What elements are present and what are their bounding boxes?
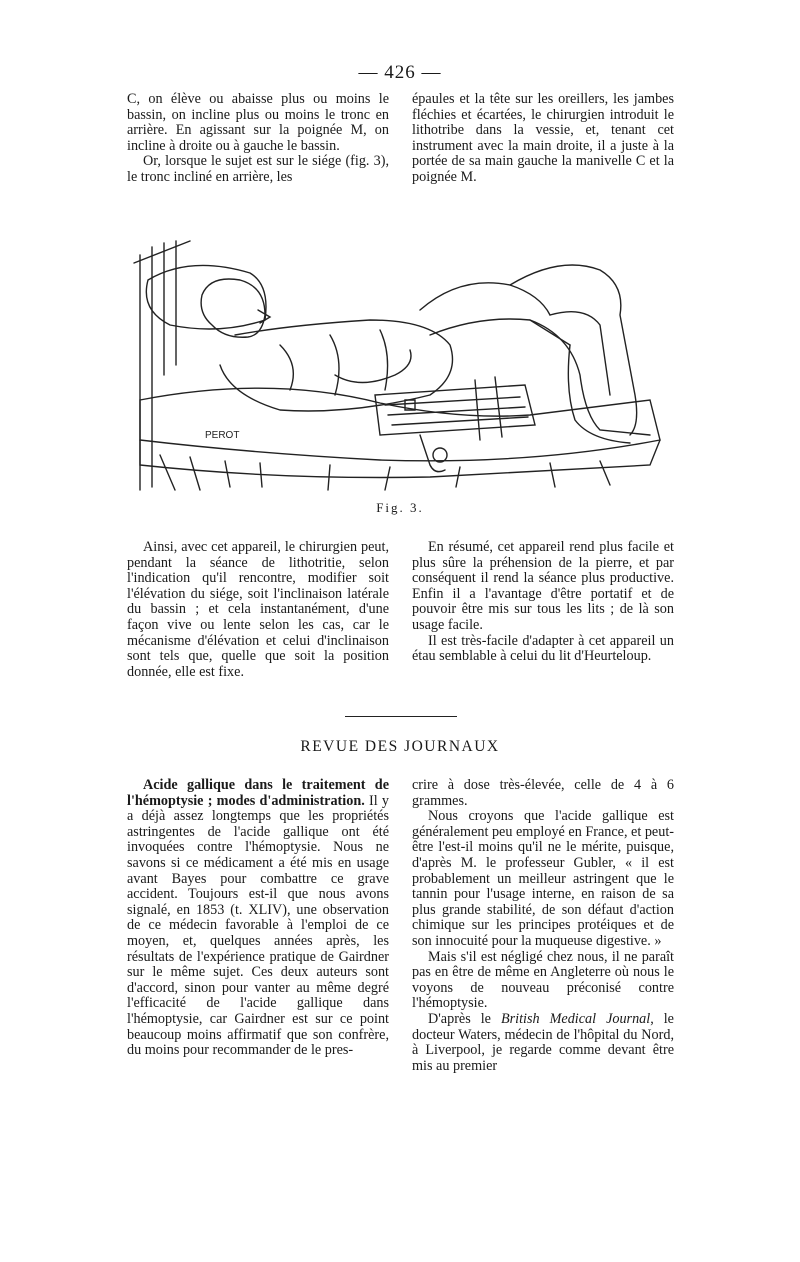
section-title: REVUE DES JOURNAUX: [300, 738, 500, 755]
paragraph: En résumé, cet appareil rend plus facile et plus sûre la préhension de la pierre, et par conséquent il rend la séance plus productive. Enfin il a l'avantage d'être portatif et de pouvoir être mis sur tous les lits ; de là son usage facile.: [412, 539, 674, 633]
patient-on-bed-illustration: [130, 225, 675, 495]
page-number: — 426 —: [358, 62, 442, 83]
paragraph: [412, 1012, 674, 1074]
paragraph: épaules et la tête sur les oreillers, les jambes fléchies et écartées, le chirurgien introduit le lithotribe dans la vessie, et, tenant cet instrument avec la main droite, il a juste à la portée de sa main gauche la manivelle C et la poignée M.: [412, 91, 674, 185]
column-bottom-right: [412, 778, 674, 1074]
paragraph: crire à dose très-élevée, celle de 4 à 6 grammes.: [412, 777, 674, 809]
figure-caption: Fig. 3.: [376, 500, 424, 515]
paragraph: Ainsi, avec cet appareil, le chirurgien peut, pendant la séance de lithotritie, selon l'indication qu'il rencontre, modifier soit l'élévation du siége, soit l'inclinaison latérale du bassin ; et cela instantanément, d'une façon vive ou lente selon les cas, car le mécanisme d'élévation et celui d'inclinaison sont tels que, quelle que soit la position donnée, elle est fixe.: [127, 539, 389, 680]
column-mid-left: [127, 540, 389, 680]
text-run: , le docteur Waters, médecin de l'hôpital du Nord, à Liverpool, je regarde comme devant être mis au premier: [412, 1010, 674, 1074]
paragraph: Mais s'il est négligé chez nous, il ne paraît pas en être de même en Angleterre où nous le voyons de nouveau préconisé contre l'hémoptysie.: [412, 948, 674, 1012]
column-bottom-left: [127, 778, 389, 1059]
article-paragraph: [127, 778, 389, 1059]
column-top-right: [412, 92, 674, 186]
section-divider: [345, 716, 457, 717]
paragraph: C, on élève ou abaisse plus ou moins le bassin, on incline plus ou moins le tronc en arrière. En agissant sur la poignée M, on incline à droite ou à gauche le bassin.: [127, 91, 389, 154]
paragraph: Il est très-facile d'adapter à cet appareil un étau semblable à celui du lit d'Heurteloup.: [412, 632, 674, 665]
engraving-figure: [130, 225, 675, 495]
text-run: D'après le: [428, 1010, 501, 1027]
article-text: Il y a déjà assez longtemps que les propriétés astringentes de l'acide gallique ont été invoquées contre l'hémoptysie. Nous ne savons si ce médicament a été mis en usage avant Bayes pour combattre ce grave accident. Toujours est-il que nous avons signalé, en 1853 (t. XLIV), une observation de ce médecin favorable à l'emploi de ce moyen, et, quelques années après, les résultats de l'expérience pratique de Gairdner sur le même sujet. Ces deux auteurs sont d'accord, sinon pour vanter au même degré l'efficacité de l'acide gallique dans l'hémoptysie, car Gairdner est sur ce point beaucoup moins affirmatif que son confrère, du moins pour recommander de le pres-: [127, 792, 390, 1059]
engraver-signature: PEROT: [205, 430, 240, 441]
column-mid-right: [412, 540, 674, 665]
article-headline: Acide gallique dans le traitement de l'hémoptysie ; modes d'administration.: [127, 777, 389, 809]
paragraph: Or, lorsque le sujet est sur le siége (fig. 3), le tronc incliné en arrière, les: [127, 153, 389, 185]
journal-title: British Medical Journal: [500, 1010, 651, 1027]
paragraph: Nous croyons que l'acide gallique est généralement peu employé en France, et peut-être l'est-il moins qu'il ne le mérite, puisque, d'après M. le professeur Gubler, « il est probablement un meilleur astringent que le tannin pour l'usage interne, en raison de sa plus grande stabilité, de son défaut d'action chimique sur les principes protéiques et de son innocuité pour la muqueuse digestive. »: [412, 808, 674, 949]
column-top-left: [127, 92, 389, 186]
